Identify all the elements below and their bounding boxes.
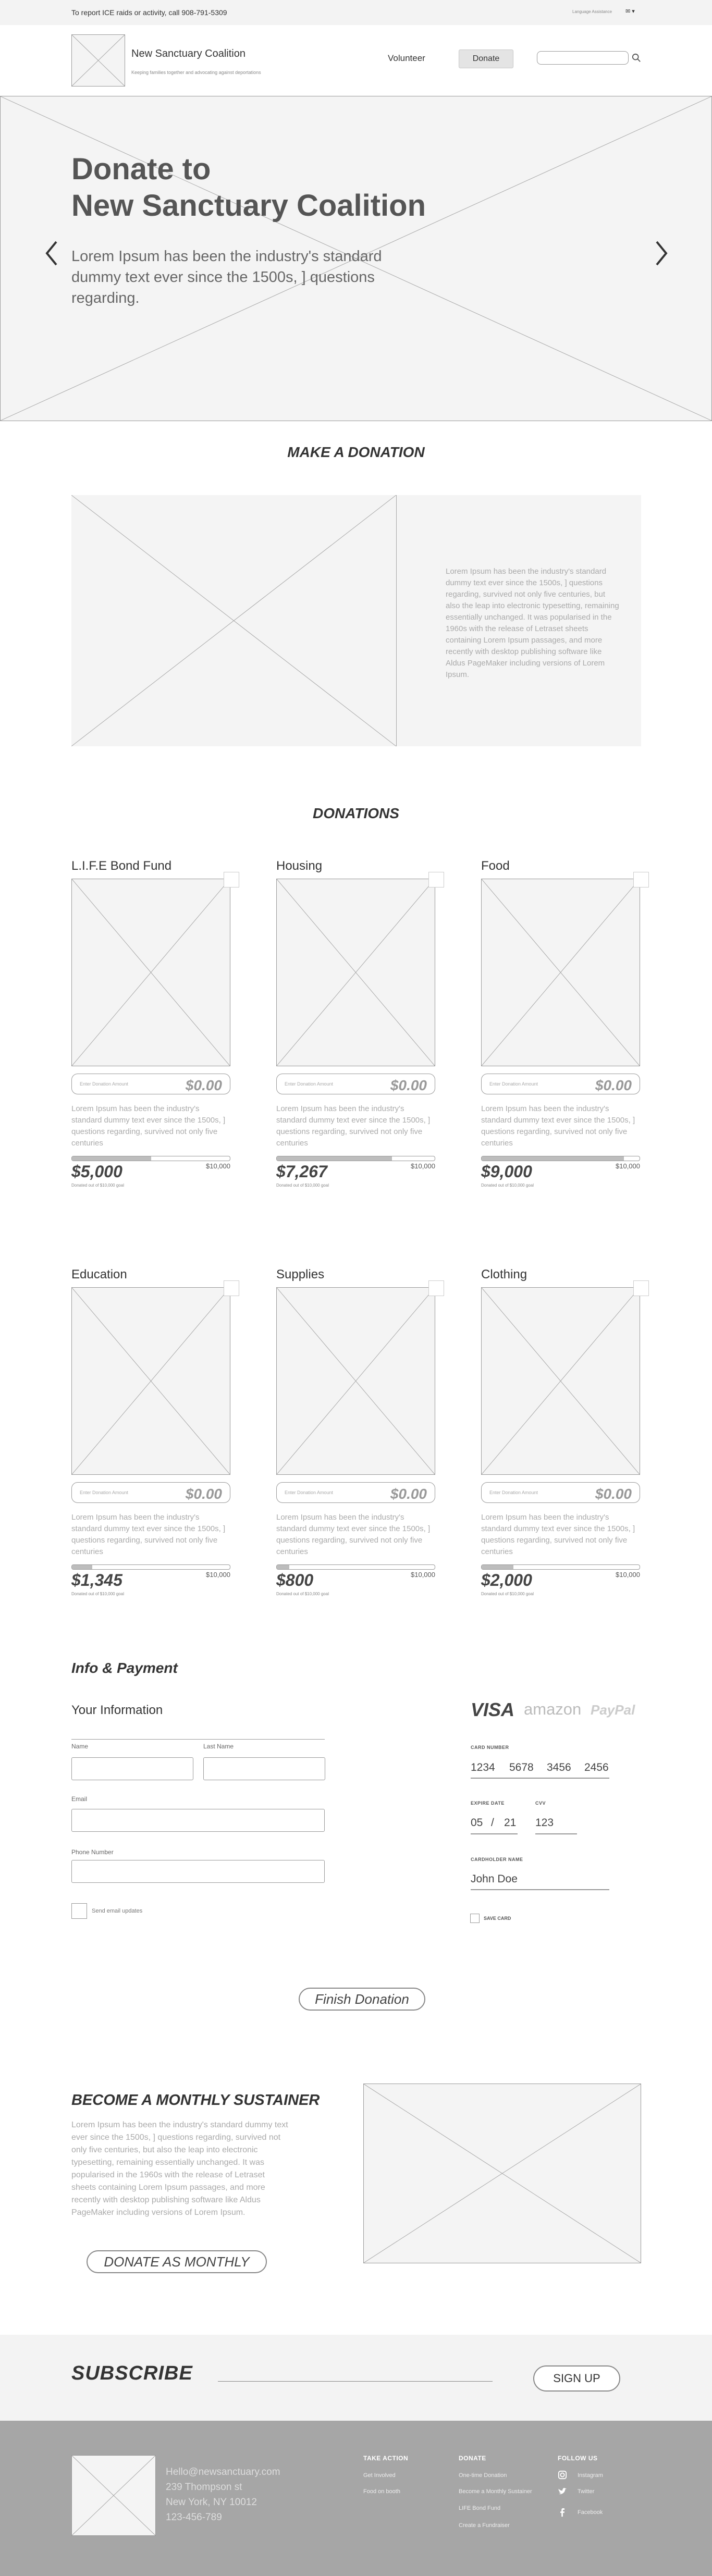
donation-card-title: Housing bbox=[276, 859, 323, 873]
donation-progress-bar bbox=[481, 1156, 640, 1161]
hero-title bbox=[71, 151, 426, 224]
footer-link-one-time-donation[interactable]: One-time Donation bbox=[459, 2472, 507, 2479]
donation-amount-placeholder: Enter Donation Amount bbox=[80, 1081, 129, 1087]
donation-card-description: Lorem Ipsum has been the industry's standard dummy text ever since the 1500s, ] questions regarding, survived not only five centuries bbox=[481, 1513, 635, 1556]
top-notice-bar bbox=[0, 0, 712, 25]
donation-amount-value: $0.00 bbox=[390, 1486, 427, 1502]
payment-heading: Info & Payment bbox=[71, 1660, 178, 1676]
donation-amount-value: $0.00 bbox=[185, 1486, 222, 1502]
instagram-icon[interactable] bbox=[558, 2470, 567, 2480]
footer-link-facebook[interactable]: Facebook bbox=[578, 2509, 603, 2516]
donation-raised-amount: $9,000 bbox=[481, 1162, 532, 1181]
donation-card-image bbox=[71, 879, 230, 1066]
donation-card-image bbox=[481, 879, 640, 1066]
donation-card-title: Clothing bbox=[481, 1267, 527, 1281]
phone-label: Phone Number bbox=[71, 1848, 114, 1856]
donation-amount-field[interactable] bbox=[481, 1482, 640, 1503]
cardholder-name[interactable]: John Doe bbox=[471, 1873, 518, 1885]
language-assistance-link[interactable]: Language Assistance bbox=[572, 9, 612, 14]
donation-card-image bbox=[276, 1287, 435, 1475]
donation-amount-value: $0.00 bbox=[390, 1077, 427, 1093]
footer-address-line1: 239 Thompson st bbox=[166, 2482, 242, 2493]
donation-raised-amount: $7,267 bbox=[276, 1162, 327, 1181]
footer-link-instagram[interactable]: Instagram bbox=[578, 2472, 603, 2479]
donation-raised-amount: $5,000 bbox=[71, 1162, 122, 1181]
cardholder-underline bbox=[471, 1889, 609, 1890]
first-name-field[interactable] bbox=[71, 1757, 193, 1780]
donation-goal-caption: Donated out of $10,000 goal bbox=[481, 1592, 534, 1596]
footer-phone[interactable]: 123-456-789 bbox=[166, 2512, 222, 2523]
email-field[interactable] bbox=[71, 1809, 325, 1832]
footer-link-create-fundraiser[interactable]: Create a Fundraiser bbox=[459, 2522, 510, 2529]
card-number-group-3[interactable]: 3456 bbox=[547, 1761, 571, 1773]
ice-hotline-notice: To report ICE raids or activity, call 908-791-5309 bbox=[71, 8, 227, 17]
footer-link-life-bond-fund[interactable]: LIFE Bond Fund bbox=[459, 2505, 501, 2511]
donation-progress-fill bbox=[482, 1565, 513, 1569]
hero-title-line1: Donate to bbox=[71, 152, 211, 186]
card-number-label: CARD NUMBER bbox=[471, 1745, 509, 1750]
donations-heading: DONATIONS bbox=[313, 805, 399, 821]
donation-goal-amount: $10,000 bbox=[616, 1162, 640, 1170]
donation-progress-bar bbox=[71, 1564, 230, 1570]
donation-amount-value: $0.00 bbox=[595, 1486, 632, 1502]
donation-amount-placeholder: Enter Donation Amount bbox=[489, 1490, 538, 1495]
footer-link-monthly-sustainer[interactable]: Become a Monthly Sustainer bbox=[459, 2488, 532, 2495]
donation-progress-bar bbox=[481, 1564, 640, 1570]
make-donation-text: Lorem Ipsum has been the industry's standard dummy text ever since the 1500s, ] questions regarding, survived not only five centuries, but also the leap into electronic typesetting, remaining essentially unchanged. It was popularised in the 1960s with the release of Letraset sheets containing Lorem Ipsum passages, and more recently with desktop publishing software like Aldus PageMaker including versions of Lorem Ipsum. bbox=[446, 567, 619, 679]
donation-card-title: Food bbox=[481, 859, 510, 873]
last-name-field[interactable] bbox=[203, 1757, 325, 1780]
nav-donate-button[interactable]: Donate bbox=[459, 50, 513, 68]
cardholder-label: CARDHOLDER NAME bbox=[471, 1857, 523, 1862]
donation-goal-amount: $10,000 bbox=[206, 1162, 230, 1170]
donation-card-select-checkbox[interactable] bbox=[633, 1280, 649, 1296]
donation-card-description: Lorem Ipsum has been the industry's standard dummy text ever since the 1500s, ] questions regarding, survived not only five centuries bbox=[71, 1513, 226, 1556]
subscribe-heading: SUBSCRIBE bbox=[71, 2362, 193, 2384]
donation-card-description: Lorem Ipsum has been the industry's standard dummy text ever since the 1500s, ] questions regarding, survived not only five centuries bbox=[71, 1104, 226, 1148]
donation-card-image bbox=[71, 1287, 230, 1475]
donation-progress-fill bbox=[277, 1565, 289, 1569]
donation-goal-amount: $10,000 bbox=[616, 1571, 640, 1579]
expire-year[interactable]: 21 bbox=[504, 1817, 517, 1829]
expire-month[interactable]: 05 bbox=[471, 1817, 483, 1829]
donation-amount-placeholder: Enter Donation Amount bbox=[285, 1081, 334, 1087]
donation-goal-caption: Donated out of $10,000 goal bbox=[481, 1183, 534, 1188]
twitter-icon[interactable] bbox=[558, 2487, 567, 2496]
expire-separator: / bbox=[491, 1817, 494, 1829]
hero-title-line2: New Sanctuary Coalition bbox=[71, 189, 426, 223]
donation-progress-bar bbox=[276, 1156, 435, 1161]
sustainer-image bbox=[363, 2084, 641, 2263]
email-updates-checkbox[interactable] bbox=[71, 1903, 87, 1919]
donation-card-select-checkbox[interactable] bbox=[224, 872, 239, 888]
donation-goal-caption: Donated out of $10,000 goal bbox=[276, 1183, 329, 1188]
phone-field[interactable] bbox=[71, 1860, 325, 1883]
your-information-heading: Your Information bbox=[71, 1703, 163, 1717]
footer-follow-heading: FOLLOW US bbox=[558, 2455, 598, 2462]
donation-card-description: Lorem Ipsum has been the industry's standard dummy text ever since the 1500s, ] questions regarding, survived not only five centuries bbox=[276, 1513, 431, 1556]
make-donation-image bbox=[71, 495, 397, 746]
sign-up-button[interactable]: SIGN UP bbox=[533, 2365, 620, 2392]
save-card-label: SAVE CARD bbox=[484, 1916, 511, 1921]
email-label: Email bbox=[71, 1795, 88, 1803]
donation-progress-bar bbox=[71, 1156, 230, 1161]
hero-subtitle: Lorem Ipsum has been the industry's standard dummy text ever since the 1500s, ] questions regarding. bbox=[71, 248, 382, 306]
donation-goal-amount: $10,000 bbox=[206, 1571, 230, 1579]
donation-goal-caption: Donated out of $10,000 goal bbox=[276, 1592, 329, 1596]
sustainer-heading: BECOME A MONTHLY SUSTAINER bbox=[71, 2092, 320, 2109]
donation-card-description: Lorem Ipsum has been the industry's standard dummy text ever since the 1500s, ] questions regarding, survived not only five centuries bbox=[481, 1104, 635, 1148]
footer-link-twitter[interactable]: Twitter bbox=[578, 2488, 595, 2495]
donate-monthly-button[interactable]: DONATE AS MONTHLY bbox=[87, 2250, 267, 2273]
paypal-logo[interactable]: PayPal bbox=[591, 1702, 635, 1718]
donation-card-select-checkbox[interactable] bbox=[633, 872, 649, 888]
expire-underline bbox=[471, 1833, 518, 1834]
donation-raised-amount: $800 bbox=[276, 1571, 314, 1589]
amazon-logo[interactable]: amazon bbox=[524, 1700, 582, 1718]
donation-card-select-checkbox[interactable] bbox=[224, 1280, 239, 1296]
card-number-group-2[interactable]: 5678 bbox=[509, 1761, 534, 1773]
last-name-label: Last Name bbox=[203, 1743, 234, 1750]
donation-amount-field[interactable] bbox=[481, 1074, 640, 1094]
donation-raised-amount: $1,345 bbox=[71, 1571, 122, 1589]
expire-date-label: EXPIRE DATE bbox=[471, 1801, 505, 1806]
make-donation-heading: MAKE A DONATION bbox=[287, 444, 425, 460]
donation-amount-field[interactable] bbox=[71, 1482, 230, 1503]
donation-card-select-checkbox[interactable] bbox=[428, 872, 444, 888]
footer-take-action-heading: TAKE ACTION bbox=[363, 2455, 409, 2462]
nav-volunteer-link[interactable]: Volunteer bbox=[388, 53, 425, 63]
donation-amount-placeholder: Enter Donation Amount bbox=[489, 1081, 538, 1087]
donation-progress-bar bbox=[276, 1564, 435, 1570]
donation-card-image bbox=[481, 1287, 640, 1475]
donation-card-image bbox=[276, 879, 435, 1066]
form-divider bbox=[71, 1739, 325, 1740]
facebook-icon[interactable] bbox=[558, 2508, 567, 2517]
save-card-checkbox[interactable] bbox=[470, 1914, 480, 1923]
donation-progress-fill bbox=[72, 1156, 151, 1161]
footer-donate-heading: DONATE bbox=[459, 2455, 486, 2462]
footer-logo-image[interactable] bbox=[71, 2455, 156, 2536]
donation-progress-fill bbox=[482, 1156, 624, 1161]
donation-amount-placeholder: Enter Donation Amount bbox=[285, 1490, 334, 1495]
donation-raised-amount: $2,000 bbox=[481, 1571, 532, 1589]
search-input[interactable] bbox=[537, 51, 629, 65]
search-icon[interactable] bbox=[632, 53, 641, 63]
donation-amount-value: $0.00 bbox=[185, 1077, 222, 1093]
card-number-group-4[interactable]: 2456 bbox=[584, 1761, 609, 1773]
donation-amount-field[interactable] bbox=[276, 1074, 435, 1094]
donation-goal-amount: $10,000 bbox=[411, 1162, 435, 1170]
donation-card-title: Education bbox=[71, 1267, 127, 1281]
visa-logo[interactable]: VISA bbox=[471, 1699, 515, 1720]
donation-amount-field[interactable] bbox=[71, 1074, 230, 1094]
org-tagline: Keeping families together and advocating against deportations bbox=[131, 70, 261, 75]
org-name[interactable]: New Sanctuary Coalition bbox=[131, 48, 245, 59]
hero-next-arrow-icon[interactable] bbox=[650, 238, 671, 269]
card-number-underline bbox=[471, 1778, 609, 1779]
footer-link-get-involved[interactable]: Get Involved bbox=[363, 2472, 396, 2479]
donation-amount-field[interactable] bbox=[276, 1482, 435, 1503]
donation-goal-caption: Donated out of $10,000 goal bbox=[71, 1183, 124, 1188]
footer-address-line2: New York, NY 10012 bbox=[166, 2497, 257, 2508]
sustainer-text: Lorem Ipsum has been the industry's standard dummy text ever since the 1500s, ] questions regarding, survived not only five centuries, but also the leap into electronic typesetting, remaining essentially unchanged. It was popularised in the 1960s with the release of Letraset sheets containing Lorem Ipsum passages, and more recently with desktop publishing software like Aldus PageMaker including versions of Lorem Ipsum. bbox=[71, 2121, 288, 2217]
donation-card-title: Supplies bbox=[276, 1267, 325, 1281]
donation-amount-value: $0.00 bbox=[595, 1077, 632, 1093]
donation-goal-amount: $10,000 bbox=[411, 1571, 435, 1579]
cvv-underline bbox=[535, 1833, 577, 1834]
footer-email[interactable]: Hello@newsanctuary.com bbox=[166, 2467, 280, 2478]
footer-link-food-on-booth[interactable]: Food on booth bbox=[363, 2488, 400, 2495]
first-name-label: Name bbox=[71, 1743, 89, 1750]
card-number-group-1[interactable]: 1234 bbox=[471, 1761, 495, 1773]
donation-goal-caption: Donated out of $10,000 goal bbox=[71, 1592, 124, 1596]
subscribe-email-input[interactable] bbox=[218, 2381, 493, 2382]
email-updates-label: Send email updates bbox=[92, 1908, 143, 1914]
donation-card-select-checkbox[interactable] bbox=[428, 1280, 444, 1296]
donation-amount-placeholder: Enter Donation Amount bbox=[80, 1490, 129, 1495]
cvv-label: CVV bbox=[535, 1801, 546, 1806]
donation-card-description: Lorem Ipsum has been the industry's standard dummy text ever since the 1500s, ] questions regarding, survived not only five centuries bbox=[276, 1104, 431, 1148]
hero-prev-arrow-icon[interactable] bbox=[42, 238, 63, 269]
logo-image[interactable] bbox=[71, 34, 125, 87]
donation-card-title: L.I.F.E Bond Fund bbox=[71, 859, 172, 873]
finish-donation-button[interactable]: Finish Donation bbox=[299, 1988, 425, 2011]
translate-icon[interactable]: ✉ ▾ bbox=[625, 8, 635, 15]
donation-progress-fill bbox=[72, 1565, 92, 1569]
cvv-value[interactable]: 123 bbox=[535, 1817, 554, 1829]
donation-progress-fill bbox=[277, 1156, 392, 1161]
